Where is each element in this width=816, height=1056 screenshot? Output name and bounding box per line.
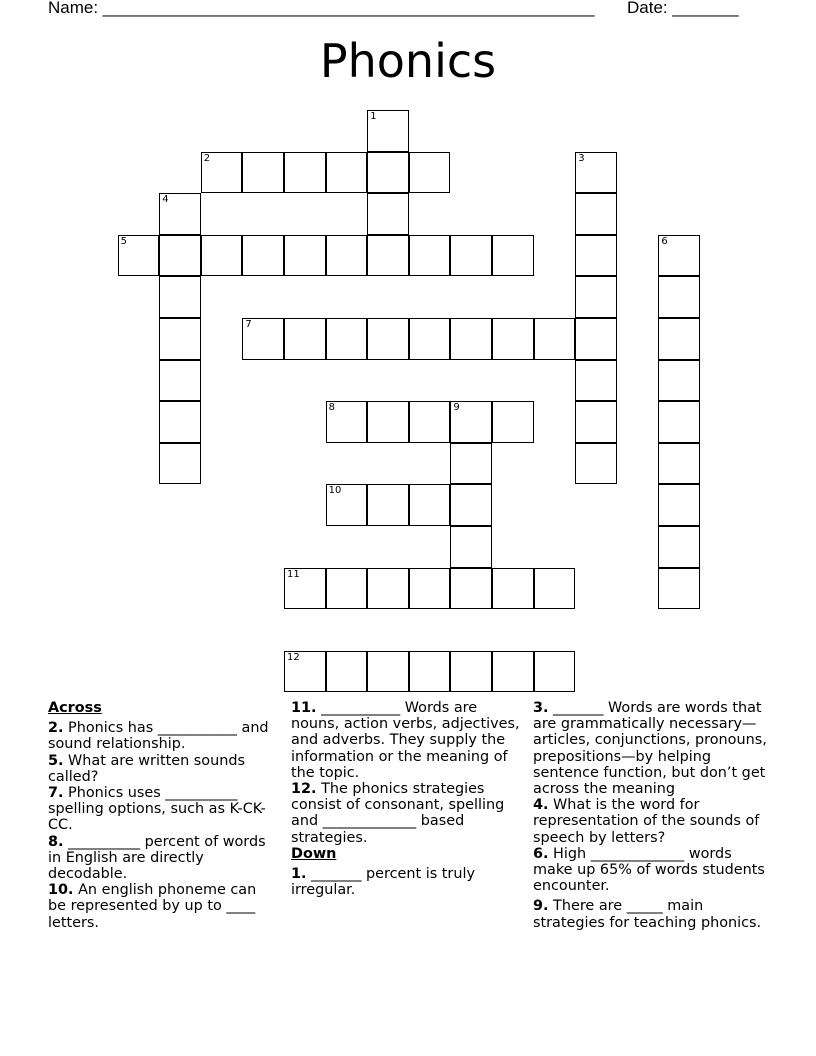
crossword-cell[interactable] (284, 651, 326, 693)
cell-number: 12 (287, 651, 300, 663)
crossword-cell[interactable] (159, 318, 201, 360)
crossword-cell[interactable] (450, 235, 492, 277)
crossword-cell[interactable] (658, 276, 700, 318)
clue-across-2: 2. Phonics has ___________ and sound relationship. (48, 720, 269, 753)
clue-across-7: 7. Phonics uses __________ spelling options, such as K-CK-CC. (48, 785, 266, 834)
crossword-cell[interactable] (159, 443, 201, 485)
clue-column-3 (533, 700, 769, 931)
crossword-cell[interactable] (242, 235, 284, 277)
crossword-cell[interactable] (409, 318, 451, 360)
crossword-cell[interactable] (450, 568, 492, 610)
crossword-cell[interactable] (326, 651, 368, 693)
crossword-cell[interactable] (326, 484, 368, 526)
crossword-cell[interactable] (575, 360, 617, 402)
crossword-cell[interactable] (658, 401, 700, 443)
crossword-cell[interactable] (409, 568, 451, 610)
crossword-cell[interactable] (492, 568, 534, 610)
cell-number: 6 (661, 235, 668, 247)
cell-number: 1 (370, 111, 377, 122)
page-title: Phonics (319, 34, 497, 88)
crossword-cell[interactable] (367, 235, 409, 277)
crossword-cell[interactable] (575, 235, 617, 277)
crossword-cell[interactable] (575, 443, 617, 485)
crossword-cell[interactable] (450, 484, 492, 526)
crossword-cell[interactable] (658, 526, 700, 568)
crossword-cell[interactable] (658, 568, 700, 610)
crossword-cell[interactable] (159, 360, 201, 402)
crossword-cell[interactable] (242, 152, 284, 194)
clue-down-4: 4. What is the word for representation of the sounds of speech by letters? (533, 797, 760, 846)
crossword-cell[interactable] (284, 568, 326, 610)
crossword-cell[interactable] (367, 484, 409, 526)
crossword-cell[interactable] (367, 318, 409, 360)
crossword-cell[interactable] (409, 401, 451, 443)
crossword-cell[interactable] (658, 235, 700, 277)
crossword-cell[interactable] (658, 484, 700, 526)
crossword-cell[interactable] (534, 318, 576, 360)
crossword-cell[interactable] (159, 235, 201, 277)
crossword-cell[interactable] (326, 152, 368, 194)
crossword-cell[interactable] (575, 318, 617, 360)
crossword-cell[interactable] (367, 152, 409, 194)
crossword-cell[interactable] (575, 193, 617, 235)
crossword-cell[interactable] (450, 526, 492, 568)
crossword-cell[interactable] (159, 193, 201, 235)
crossword-cell[interactable] (326, 235, 368, 277)
crossword-cell[interactable] (367, 651, 409, 693)
clue-across-11: 11. ___________ Words are nouns, action verbs, adjectives, and adverbs. They supply the information or the meaning of the topic. (291, 700, 520, 781)
crossword-cell[interactable] (492, 318, 534, 360)
crossword-cell[interactable] (534, 651, 576, 693)
cell-number: 9 (453, 402, 460, 414)
clue-down-6: 6. High _____________ words make up 65% of words students encounter. (533, 845, 765, 895)
crossword-cell[interactable] (326, 401, 368, 443)
date-field[interactable]: Date: _______ (627, 0, 739, 17)
crossword-cell[interactable] (492, 401, 534, 443)
crossword-cell[interactable] (409, 235, 451, 277)
crossword-cell[interactable] (409, 484, 451, 526)
crossword-cell[interactable] (658, 318, 700, 360)
crossword-cell[interactable] (367, 401, 409, 443)
crossword-cell[interactable] (367, 568, 409, 610)
cell-number: 11 (287, 568, 300, 580)
clue-down-1: 1. _______ percent is truly irregular. (291, 866, 475, 899)
crossword-cell[interactable] (201, 152, 243, 194)
crossword-cell[interactable] (367, 110, 409, 152)
crossword-cell[interactable] (658, 360, 700, 402)
cell-number: 7 (245, 319, 252, 330)
clue-down-9: 9. There are _____ main strategies for teaching phonics. (533, 898, 762, 931)
cell-number: 3 (578, 152, 585, 164)
crossword-cell[interactable] (575, 152, 617, 194)
crossword-cell[interactable] (284, 152, 326, 194)
crossword-cell[interactable] (326, 568, 368, 610)
across-heading: Across (48, 700, 102, 716)
crossword-cell[interactable] (450, 651, 492, 693)
crossword-cell[interactable] (450, 443, 492, 485)
crossword-cell[interactable] (284, 235, 326, 277)
clue-column-1 (48, 700, 270, 931)
crossword-cell[interactable] (326, 318, 368, 360)
clue-across-10: 10. An english phoneme can be represented by up to ____ letters. (48, 882, 257, 931)
crossword-cell[interactable] (492, 235, 534, 277)
cell-number: 5 (120, 235, 127, 247)
clue-across-5: 5. What are written sounds called? (48, 752, 245, 785)
cell-number: 2 (203, 152, 211, 164)
crossword-cell[interactable] (409, 152, 451, 194)
crossword-cell[interactable] (492, 651, 534, 693)
crossword-cell[interactable] (242, 318, 284, 360)
crossword-cell[interactable] (658, 443, 700, 485)
crossword-cell[interactable] (450, 401, 492, 443)
crossword-cell[interactable] (159, 401, 201, 443)
clue-across-8: 8. __________ percent of words in English are directly decodable. (48, 833, 266, 883)
name-field[interactable]: Name: ____________________________________________________ (48, 0, 595, 17)
crossword-cell[interactable] (118, 235, 160, 277)
clue-column-2 (291, 700, 527, 898)
crossword-cell[interactable] (575, 401, 617, 443)
crossword-cell[interactable] (159, 276, 201, 318)
crossword-cell[interactable] (575, 276, 617, 318)
down-heading: Down (291, 845, 337, 862)
crossword-cell[interactable] (450, 318, 492, 360)
crossword-cell[interactable] (409, 651, 451, 693)
crossword-cell[interactable] (284, 318, 326, 360)
crossword-cell[interactable] (534, 568, 576, 610)
cell-number: 4 (162, 194, 169, 206)
clue-down-3: 3. _______ Words are words that are grammatically necessary—articles, conjunctions, pronouns, prepositions—by helping sentence function, but don’t get across the meaning (533, 700, 767, 798)
crossword-cell[interactable] (367, 193, 409, 235)
cell-number: 8 (328, 402, 335, 414)
crossword-cell[interactable] (201, 235, 243, 277)
clue-across-12: 12. The phonics strategies consist of consonant, spelling and _____________ based strategies. (291, 781, 505, 846)
cell-number: 10 (328, 485, 342, 497)
